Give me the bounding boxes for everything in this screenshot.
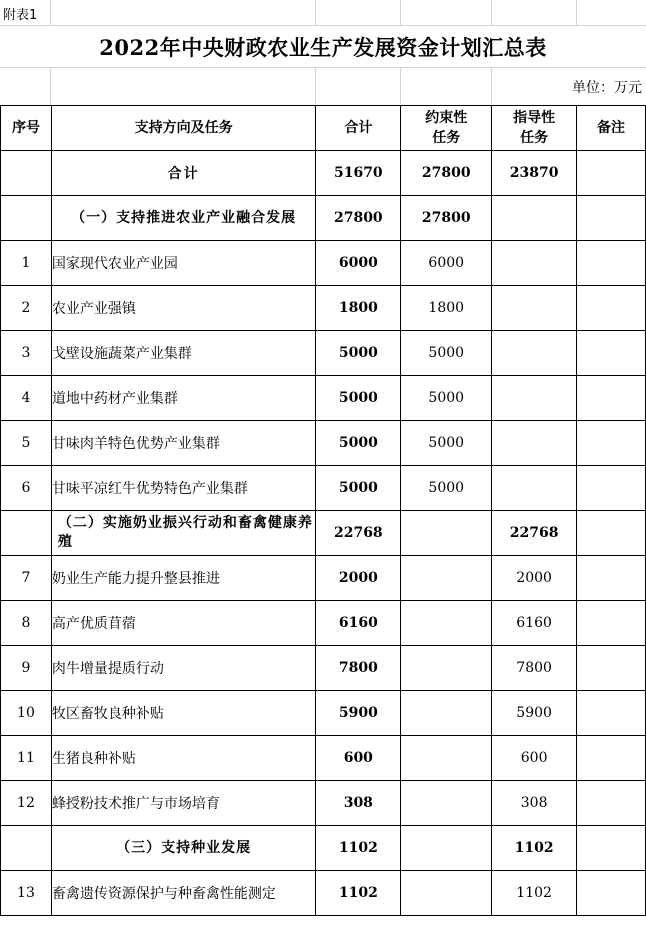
row-remark	[577, 781, 646, 826]
section-guiding: 22768	[492, 511, 577, 556]
row-name: 肉牛增量提质行动	[51, 646, 315, 691]
row-binding	[401, 556, 492, 601]
header-remark: 备注	[577, 106, 646, 151]
document-title: 2022年中央财政农业生产发展资金计划汇总表	[99, 35, 547, 60]
table-row	[1, 421, 646, 466]
row-remark	[577, 556, 646, 601]
gridline	[400, 67, 401, 105]
row-seq: 9	[1, 646, 52, 691]
row-name: 道地中药材产业集群	[51, 376, 315, 421]
row-remark	[577, 376, 646, 421]
row-total: 308	[316, 781, 401, 826]
table-cell	[577, 151, 646, 196]
header-direction: 支持方向及任务	[51, 106, 315, 151]
row-name: 甘味肉羊特色优势产业集群	[51, 421, 315, 466]
header-seq: 序号	[1, 106, 52, 151]
table-cell	[1, 826, 52, 871]
header-row	[1, 106, 646, 151]
row-guiding	[492, 286, 577, 331]
section-total: 1102	[316, 826, 401, 871]
row-name: 蜂授粉技术推广与市场培育	[51, 781, 315, 826]
attachment-label: 附表1	[3, 7, 38, 22]
section-label: （三）支持种业发展	[51, 826, 315, 871]
section-row	[1, 196, 646, 241]
row-name: 高产优质苜蓿	[51, 601, 315, 646]
row-total: 7800	[316, 646, 401, 691]
header-guiding	[492, 106, 577, 151]
funding-table	[0, 105, 646, 916]
section-total: 22768	[316, 511, 401, 556]
row-total: 5000	[316, 331, 401, 376]
section-guiding: 1102	[492, 826, 577, 871]
row-binding	[401, 736, 492, 781]
row-total: 2000	[316, 556, 401, 601]
gridline	[315, 67, 316, 105]
row-name: 戈壁设施蔬菜产业集群	[51, 331, 315, 376]
row-guiding	[492, 421, 577, 466]
row-name: 畜禽遗传资源保护与种畜禽性能测定	[51, 871, 315, 916]
row-total: 6160	[316, 601, 401, 646]
row-total: 1102	[316, 871, 401, 916]
grand-total-binding: 27800	[401, 151, 492, 196]
row-guiding: 2000	[492, 556, 577, 601]
table-row	[1, 241, 646, 286]
table-row	[1, 466, 646, 511]
row-total: 1800	[316, 286, 401, 331]
table-row	[1, 871, 646, 916]
table-cell	[577, 511, 646, 556]
row-remark	[577, 331, 646, 376]
table-cell	[577, 826, 646, 871]
row-seq: 2	[1, 286, 52, 331]
row-remark	[577, 286, 646, 331]
row-remark	[577, 241, 646, 286]
row-seq: 4	[1, 376, 52, 421]
row-binding	[401, 781, 492, 826]
row-seq: 8	[1, 601, 52, 646]
gridline	[491, 0, 492, 25]
row-name: 甘味平凉红牛优势特色产业集群	[51, 466, 315, 511]
row-binding: 5000	[401, 331, 492, 376]
row-seq: 3	[1, 331, 52, 376]
row-total: 600	[316, 736, 401, 781]
table-row	[1, 331, 646, 376]
row-binding	[401, 646, 492, 691]
header-guiding-label: 指导性任务	[513, 110, 556, 146]
table-row	[1, 556, 646, 601]
row-guiding	[492, 241, 577, 286]
row-remark	[577, 871, 646, 916]
grand-total-total: 51670	[316, 151, 401, 196]
gridline	[50, 67, 51, 105]
row-remark	[577, 601, 646, 646]
row-remark	[577, 691, 646, 736]
grand-total-guiding: 23870	[492, 151, 577, 196]
row-seq: 5	[1, 421, 52, 466]
table-row	[1, 376, 646, 421]
row-name: 生猪良种补贴	[51, 736, 315, 781]
section-label: （一）支持推进农业产业融合发展	[51, 196, 315, 241]
row-binding	[401, 601, 492, 646]
section-total: 27800	[316, 196, 401, 241]
gridline	[400, 0, 401, 25]
row-remark	[577, 466, 646, 511]
gridline	[576, 0, 577, 25]
row-binding: 5000	[401, 421, 492, 466]
row-seq: 12	[1, 781, 52, 826]
row-binding: 5000	[401, 376, 492, 421]
table-row	[1, 736, 646, 781]
row-seq: 6	[1, 466, 52, 511]
table-cell	[577, 196, 646, 241]
gridline	[315, 0, 316, 25]
row-guiding	[492, 376, 577, 421]
row-remark	[577, 736, 646, 781]
unit-label: 单位：万元	[572, 80, 642, 96]
row-binding	[401, 871, 492, 916]
header-total: 合计	[316, 106, 401, 151]
row-binding: 1800	[401, 286, 492, 331]
table-row	[1, 781, 646, 826]
table-row	[1, 646, 646, 691]
header-binding-label: 约束性任务	[425, 110, 468, 146]
row-remark	[577, 421, 646, 466]
row-remark	[577, 646, 646, 691]
gridline	[0, 67, 646, 68]
row-total: 5000	[316, 421, 401, 466]
row-total: 5000	[316, 376, 401, 421]
row-guiding: 6160	[492, 601, 577, 646]
row-guiding: 1102	[492, 871, 577, 916]
row-binding	[401, 691, 492, 736]
row-name: 农业产业强镇	[51, 286, 315, 331]
table-row	[1, 601, 646, 646]
row-guiding	[492, 331, 577, 376]
row-binding: 5000	[401, 466, 492, 511]
section-label: （二）实施奶业振兴行动和畜禽健康养殖	[51, 511, 315, 556]
row-seq: 1	[1, 241, 52, 286]
table-cell	[1, 151, 52, 196]
row-name: 奶业生产能力提升整县推进	[51, 556, 315, 601]
row-total: 5000	[316, 466, 401, 511]
section-row	[1, 826, 646, 871]
section-guiding	[492, 196, 577, 241]
section-binding	[401, 511, 492, 556]
row-total: 6000	[316, 241, 401, 286]
row-guiding: 7800	[492, 646, 577, 691]
row-seq: 11	[1, 736, 52, 781]
row-guiding: 308	[492, 781, 577, 826]
table-cell	[1, 196, 52, 241]
header-binding	[401, 106, 492, 151]
row-binding: 6000	[401, 241, 492, 286]
table-cell	[1, 511, 52, 556]
table-row	[1, 691, 646, 736]
section-binding: 27800	[401, 196, 492, 241]
row-seq: 10	[1, 691, 52, 736]
row-guiding	[492, 466, 577, 511]
row-guiding: 5900	[492, 691, 577, 736]
table-row	[1, 286, 646, 331]
row-name: 牧区畜牧良种补贴	[51, 691, 315, 736]
grand-total-row	[1, 151, 646, 196]
grand-total-label: 合计	[51, 151, 315, 196]
row-total: 5900	[316, 691, 401, 736]
row-name: 国家现代农业产业园	[51, 241, 315, 286]
row-seq: 7	[1, 556, 52, 601]
row-guiding: 600	[492, 736, 577, 781]
section-row	[1, 511, 646, 556]
gridline	[0, 25, 646, 26]
row-seq: 13	[1, 871, 52, 916]
section-binding	[401, 826, 492, 871]
